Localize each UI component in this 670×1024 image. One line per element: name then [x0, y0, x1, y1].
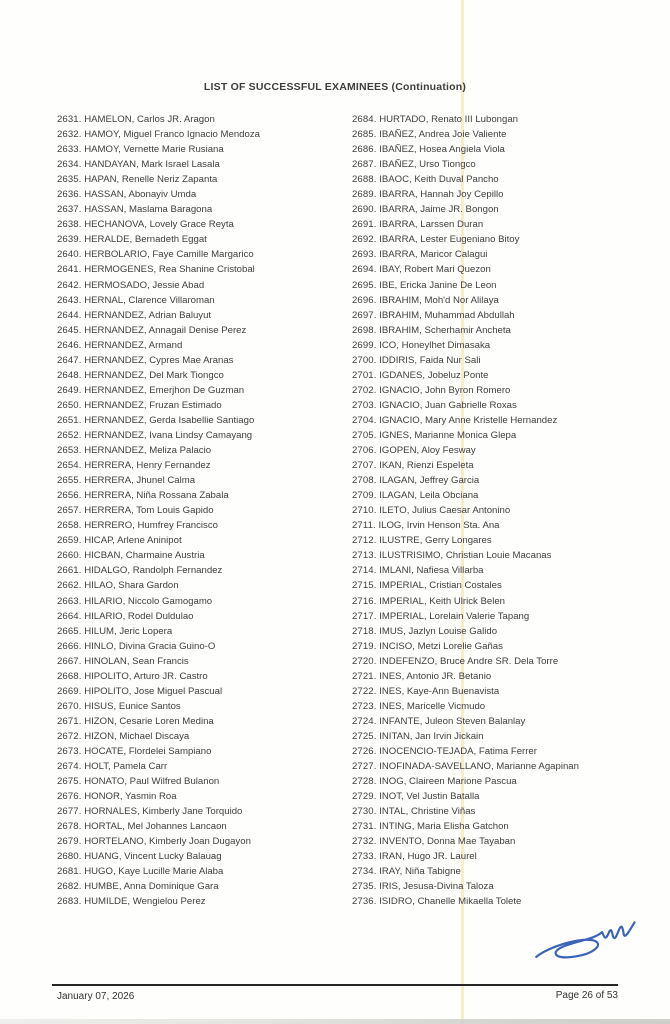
page-title: LIST OF SUCCESSFUL EXAMINEES (Continuation): [203, 81, 467, 93]
list-item: 2640. HERBOLARIO, Faye Camille Margarico: [57, 249, 254, 261]
list-item: 2675. HONATO, Paul Wilfred Bulanon: [57, 776, 220, 788]
list-item: 2707. IKAN, Rienzi Espeleta: [352, 460, 474, 472]
list-item: 2665. HILUM, Jeric Lopera: [57, 625, 173, 637]
list-item: 2702. IGNACIO, John Byron Romero: [352, 384, 511, 396]
list-item: 2635. HAPAN, Renelle Neriz Zapanta: [57, 174, 218, 186]
list-item: 2682. HUMBE, Anna Dominique Gara: [57, 881, 219, 893]
list-item: 2689. IBARRA, Hannah Joy Cepillo: [352, 189, 504, 201]
list-item: 2657. HERRERA, Tom Louis Gapido: [57, 505, 214, 517]
list-item: 2692. IBARRA, Lester Eugeniano Bitoy: [352, 234, 520, 246]
examinee-list: [57, 112, 650, 909]
list-item: 2725. INITAN, Jan Irvin Jickain: [352, 730, 484, 742]
list-item: 2714. IMLANI, Nafiesa Villarba: [352, 565, 484, 577]
list-item: 2696. IBRAHIM, Moh'd Nor Alilaya: [352, 294, 499, 306]
list-item: 2723. INES, Maricelle Vicmudo: [352, 700, 486, 712]
list-item: 2711. ILOG, Irvin Henson Sta. Ana: [352, 520, 500, 532]
footer-page-number: Page 26 of 53: [555, 990, 618, 1001]
list-item: 2639. HERALDE, Bernadeth Eggat: [57, 234, 207, 246]
list-item: 2641. HERMOGENES, Rea Shanine Cristobal: [57, 264, 255, 276]
list-item: 2671. HIZON, Cesarie Loren Medina: [57, 715, 214, 727]
list-item: 2732. INVENTO, Donna Mae Tayaban: [352, 836, 516, 848]
list-item: 2679. HORTELANO, Kimberly Joan Dugayon: [57, 836, 251, 848]
list-item: 2730. INTAL, Christine Viñas: [352, 806, 476, 818]
list-item: 2704. IGNACIO, Mary Anne Kristelle Hernandez: [352, 414, 558, 426]
examinee-column-right: [352, 112, 647, 909]
list-item: 2701. IGDANES, Jobeluz Ponte: [352, 369, 489, 381]
footer-date: January 07, 2026: [57, 991, 135, 1002]
list-item: 2706. IGOPEN, Aloy Fesway: [352, 445, 476, 457]
list-item: 2729. INOT, Vel Justin Batalla: [352, 791, 480, 803]
list-item: 2718. IMUS, Jazlyn Louise Galido: [352, 625, 498, 637]
footer-divider: [52, 984, 618, 986]
list-item: 2731. INTING, Maria Elisha Gatchon: [352, 821, 509, 833]
list-item: 2634. HANDAYAN, Mark Israel Lasala: [57, 159, 220, 171]
list-item: 2691. IBARRA, Larssen Duran: [352, 219, 484, 231]
list-item: 2684. HURTADO, Renato III Lubongan: [352, 114, 519, 125]
list-item: 2636. HASSAN, Abonayiv Umda: [57, 189, 197, 201]
list-item: 2670. HISUS, Eunice Santos: [57, 700, 181, 712]
list-item: 2722. INES, Kaye-Ann Buenavista: [352, 685, 500, 697]
list-item: 2724. INFANTE, Juleon Steven Balanlay: [352, 715, 526, 727]
list-item: 2643. HERNAL, Clarence Villaroman: [57, 294, 215, 306]
list-item: 2703. IGNACIO, Juan Gabrielle Roxas: [352, 399, 517, 411]
list-item: 2685. IBAÑEZ, Andrea Joie Valiente: [352, 129, 507, 141]
list-item: 2720. INDEFENZO, Bruce Andre SR. Dela Torre: [352, 655, 559, 667]
list-item: 2708. ILAGAN, Jeffrey Garcia: [352, 475, 480, 487]
list-item: 2648. HERNANDEZ, Del Mark Tiongco: [57, 369, 224, 381]
list-item: 2690. IBARRA, Jaime JR. Bongon: [352, 204, 499, 216]
examinee-column-left: [57, 112, 352, 909]
list-item: 2638. HECHANOVA, Lovely Grace Reyta: [57, 219, 234, 231]
list-item: 2672. HIZON, Michael Discaya: [57, 730, 190, 742]
list-item: 2678. HORTAL, Mel Johannes Lancaon: [57, 821, 227, 833]
list-item: 2632. HAMOY, Miguel Franco Ignacio Mendoza: [57, 129, 260, 141]
list-item: 2668. HIPOLITO, Arturo JR. Castro: [57, 670, 208, 682]
list-item: 2669. HIPOLITO, Jose Miguel Pascual: [57, 685, 223, 697]
list-item: 2695. IBE, Ericka Janine De Leon: [352, 279, 497, 291]
list-item: 2681. HUGO, Kaye Lucille Marie Alaba: [57, 866, 224, 878]
list-item: 2647. HERNANDEZ, Cypres Mae Aranas: [57, 354, 234, 366]
list-item: 2677. HORNALES, Kimberly Jane Torquido: [57, 806, 243, 818]
list-item: 2660. HICBAN, Charmaine Austria: [57, 550, 205, 562]
list-item: 2673. HOCATE, Flordelei Sampiano: [57, 745, 212, 757]
list-item: 2642. HERMOSADO, Jessie Abad: [57, 279, 205, 291]
list-item: 2650. HERNANDEZ, Fruzan Estimado: [57, 399, 222, 411]
list-item: 2719. INCISO, Metzi Lorelie Gañas: [352, 640, 503, 652]
list-item: 2735. IRIS, Jesusa-Divina Taloza: [352, 881, 494, 893]
list-item: 2683. HUMILDE, Wengielou Perez: [57, 896, 206, 908]
list-item: 2705. IGNES, Marianne Monica Glepa: [352, 429, 517, 441]
list-item: 2713. ILUSTRISIMO, Christian Louie Macanas: [352, 550, 552, 562]
list-item: 2674. HOLT, Pamela Carr: [57, 761, 168, 773]
list-item: 2631. HAMELON, Carlos JR. Aragon: [57, 114, 215, 125]
list-item: 2698. IBRAHIM, Scherhamir Ancheta: [352, 324, 511, 336]
list-item: 2654. HERRERA, Henry Fernandez: [57, 460, 211, 472]
list-item: 2709. ILAGAN, Leila Obciana: [352, 490, 479, 502]
list-item: 2655. HERRERA, Jhunel Calma: [57, 475, 196, 487]
list-item: 2646. HERNANDEZ, Armand: [57, 339, 183, 351]
list-item: 2645. HERNANDEZ, Annagail Denise Perez: [57, 324, 247, 336]
list-item: 2667. HINOLAN, Sean Francis: [57, 655, 189, 667]
list-item: 2633. HAMOY, Vernette Marie Rusiana: [57, 144, 224, 156]
list-item: 2653. HERNANDEZ, Meliza Palacio: [57, 445, 212, 457]
list-item: 2710. ILETO, Julius Caesar Antonino: [352, 505, 511, 517]
list-item: 2658. HERRERO, Humfrey Francisco: [57, 520, 218, 532]
list-item: 2728. INOG, Claireen Marione Pascua: [352, 776, 517, 788]
list-item: 2662. HILAO, Shara Gardon: [57, 580, 179, 592]
list-item: 2686. IBAÑEZ, Hosea Angiela Viola: [352, 144, 505, 156]
list-item: 2727. INOFINADA-SAVELLANO, Marianne Agapinan: [352, 761, 579, 773]
list-item: 2676. HONOR, Yasmin Roa: [57, 791, 177, 803]
list-item: 2664. HILARIO, Rodel Duldulao: [57, 610, 194, 622]
list-item: 2693. IBARRA, Maricor Calagui: [352, 249, 488, 261]
list-item: 2733. IRAN, Hugo JR. Laurel: [352, 851, 477, 863]
list-item: 2663. HILARIO, Niccolo Gamogamo: [57, 595, 213, 607]
list-item: 2651. HERNANDEZ, Gerda Isabellie Santiago: [57, 414, 255, 426]
list-item: 2712. ILUSTRE, Gerry Longares: [352, 535, 492, 547]
list-item: 2716. IMPERIAL, Keith Ulrick Belen: [352, 595, 506, 607]
list-item: 2637. HASSAN, Maslama Baragona: [57, 204, 213, 216]
signature-scrawl: [533, 918, 641, 970]
list-item: 2717. IMPERIAL, Lorelain Valerie Tapang: [352, 610, 530, 622]
list-item: 2652. HERNANDEZ, Ivana Lindsy Camayang: [57, 429, 253, 441]
list-item: 2736. ISIDRO, Chanelle Mikaella Tolete: [352, 896, 522, 908]
list-item: 2644. HERNANDEZ, Adrian Baluyut: [57, 309, 212, 321]
list-item: 2666. HINLO, Divina Gracia Guino-O: [57, 640, 216, 652]
list-item: 2659. HICAP, Arlene Aninipot: [57, 535, 182, 547]
list-item: 2715. IMPERIAL, Cristian Costales: [352, 580, 502, 592]
list-item: 2734. IRAY, Niña Tabigne: [352, 866, 461, 878]
list-item: 2649. HERNANDEZ, Emerjhon De Guzman: [57, 384, 245, 396]
scan-edge-artifact: [0, 1019, 670, 1024]
list-item: 2687. IBAÑEZ, Urso Tiongco: [352, 159, 476, 171]
list-item: 2726. INOCENCIO-TEJADA, Fatima Ferrer: [352, 745, 537, 757]
list-item: 2721. INES, Antonio JR. Betanio: [352, 670, 492, 682]
list-item: 2661. HIDALGO, Randolph Fernandez: [57, 565, 223, 577]
list-item: 2700. IDDIRIS, Faida Nur Sali: [352, 354, 481, 366]
list-item: 2688. IBAOC, Keith Duval Pancho: [352, 174, 499, 186]
list-item: 2656. HERRERA, Niña Rossana Zabala: [57, 490, 229, 502]
list-item: 2699. ICO, Honeylhet Dimasaka: [352, 339, 491, 351]
list-item: 2694. IBAY, Robert Mari Quezon: [352, 264, 491, 276]
list-item: 2680. HUANG, Vincent Lucky Balauag: [57, 851, 222, 863]
list-item: 2697. IBRAHIM, Muhammad Abdullah: [352, 309, 515, 321]
